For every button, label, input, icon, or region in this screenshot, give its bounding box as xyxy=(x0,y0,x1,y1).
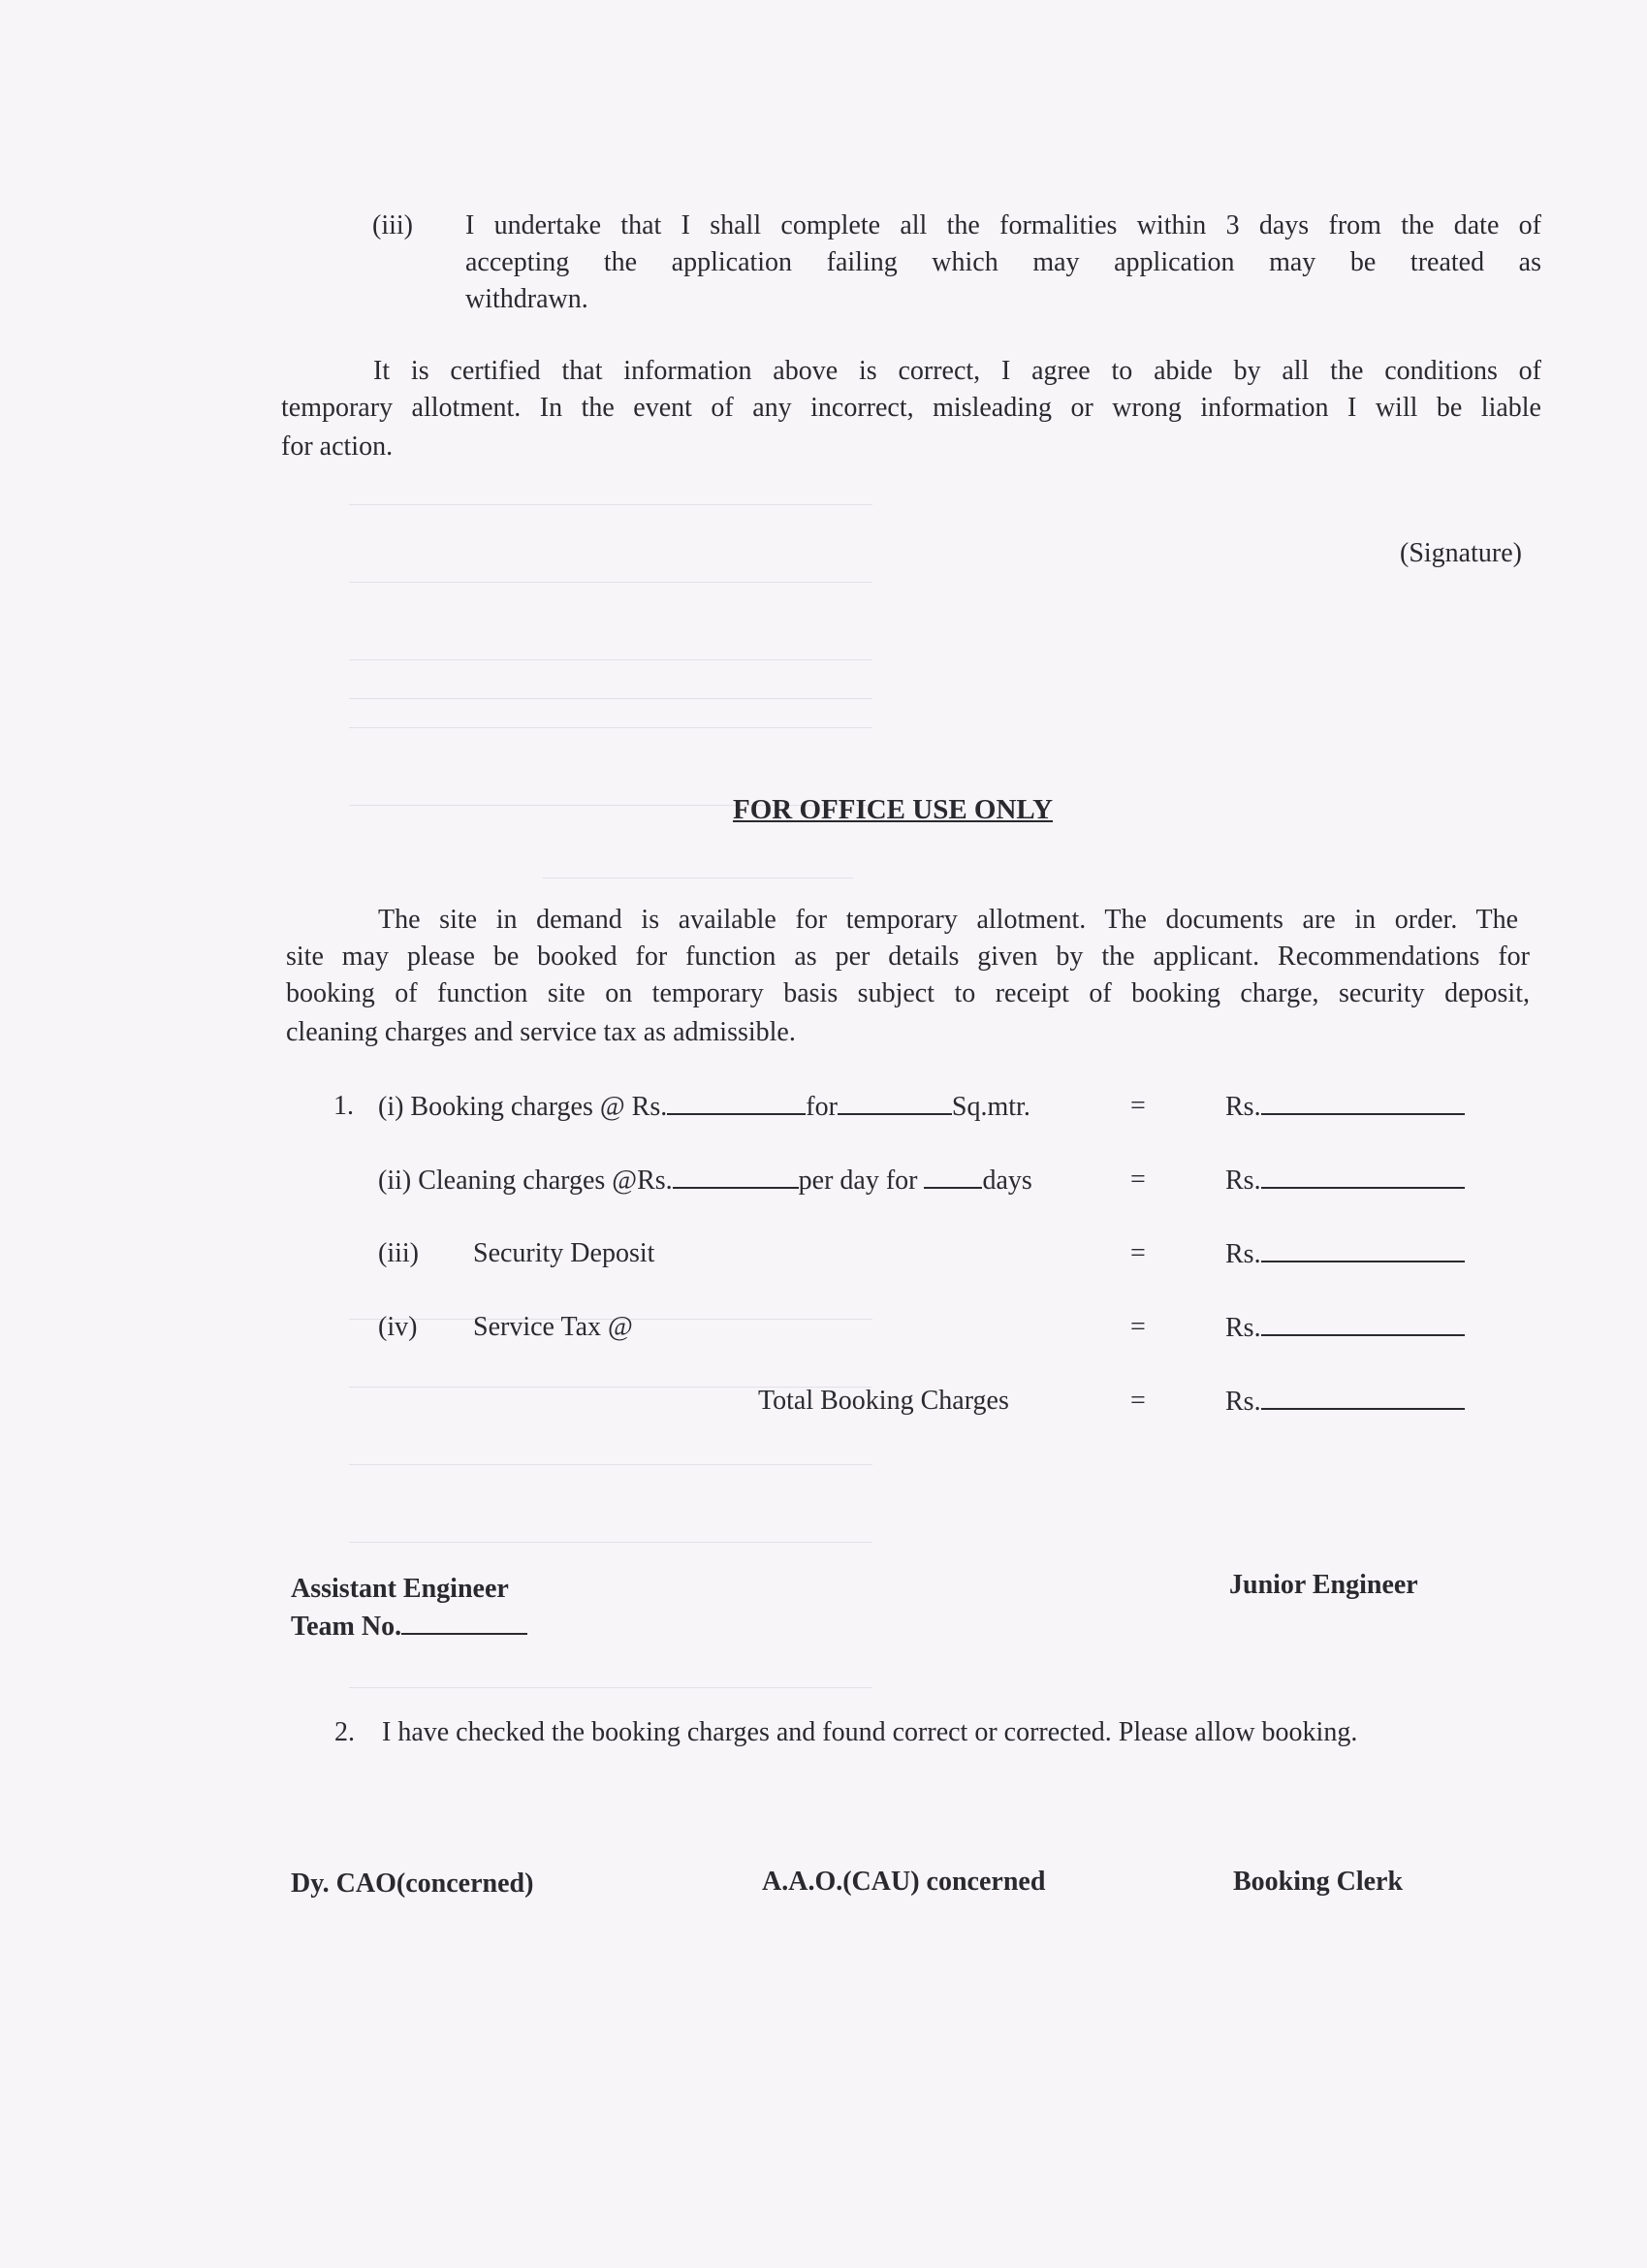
security-amount xyxy=(1225,1235,1465,1273)
junior-engineer-label: Junior Engineer xyxy=(1229,1570,1418,1600)
booking-for-label: for xyxy=(806,1092,838,1122)
aao-label: A.A.O.(CAU) concerned xyxy=(762,1867,1046,1897)
office-text-line-3: booking of function site on temporary basis subject to receipt of booking charge, security deposit, xyxy=(286,978,1530,1008)
booking-rs-label: Rs. xyxy=(1225,1092,1261,1122)
service-tax-label: Service Tax @ xyxy=(473,1312,633,1342)
charges-item-number: 1. xyxy=(333,1091,354,1121)
office-use-heading: FOR OFFICE USE ONLY xyxy=(733,794,1054,825)
total-amount-blank[interactable] xyxy=(1261,1383,1465,1410)
cleaning-days-label: days xyxy=(982,1166,1032,1196)
security-number: (iii) xyxy=(378,1238,419,1268)
total-label: Total Booking Charges xyxy=(758,1386,1009,1416)
total-equals: = xyxy=(1130,1386,1146,1416)
cleaning-amount-blank[interactable] xyxy=(1261,1162,1465,1189)
booking-rate-blank[interactable] xyxy=(667,1088,806,1115)
security-equals: = xyxy=(1130,1238,1146,1268)
service-tax-rs-label: Rs. xyxy=(1225,1313,1261,1343)
security-rs-label: Rs. xyxy=(1225,1239,1261,1269)
clause-iii-line-2: accepting the application failing which may application may be treated as xyxy=(465,247,1541,277)
booking-charges-row xyxy=(378,1088,1030,1126)
certification-line-3: for action. xyxy=(281,431,394,462)
booking-charges-label: (i) Booking charges @ Rs. xyxy=(378,1092,668,1122)
office-text-line-4: cleaning charges and service tax as admissible. xyxy=(286,1017,796,1047)
certification-line-2: temporary allotment. In the event of any incorrect, misleading or wrong information I will be liable xyxy=(281,393,1541,423)
check-statement-number: 2. xyxy=(334,1717,355,1747)
cleaning-amount xyxy=(1225,1162,1465,1199)
security-label: Security Deposit xyxy=(473,1238,655,1268)
service-tax-amount xyxy=(1225,1309,1465,1347)
clause-iii-number: (iii) xyxy=(372,210,413,240)
service-tax-equals: = xyxy=(1130,1312,1146,1342)
service-tax-amount-blank[interactable] xyxy=(1261,1309,1465,1336)
security-amount-blank[interactable] xyxy=(1261,1235,1465,1262)
cleaning-per-day-label: per day for xyxy=(798,1166,918,1196)
total-amount xyxy=(1225,1383,1465,1421)
certification-line-1: It is certified that information above is correct, I agree to abide by all the conditions of xyxy=(373,356,1541,386)
clause-iii-line-3: withdrawn. xyxy=(465,284,588,314)
check-statement-text: I have checked the booking charges and found correct or corrected. Please allow booking. xyxy=(382,1717,1358,1747)
cleaning-days-blank[interactable] xyxy=(924,1162,982,1189)
booking-amount xyxy=(1225,1088,1465,1126)
booking-area-blank[interactable] xyxy=(838,1088,952,1115)
cleaning-charges-label: (ii) Cleaning charges @Rs. xyxy=(378,1166,673,1196)
office-text-line-2: site may please be booked for function as per details given by the applicant. Recommendations for xyxy=(286,942,1530,972)
booking-unit-label: Sq.mtr. xyxy=(951,1092,1030,1122)
clause-iii-line-1: I undertake that I shall complete all the formalities within 3 days from the date of xyxy=(465,210,1541,240)
team-number-label: Team No. xyxy=(291,1612,402,1642)
booking-clerk-label: Booking Clerk xyxy=(1233,1867,1404,1897)
service-tax-number: (iv) xyxy=(378,1312,418,1342)
cleaning-equals: = xyxy=(1130,1165,1146,1195)
cleaning-rs-label: Rs. xyxy=(1225,1166,1261,1196)
booking-equals: = xyxy=(1130,1091,1146,1121)
signature-label: (Signature) xyxy=(1400,538,1522,568)
team-number xyxy=(291,1608,527,1645)
booking-amount-blank[interactable] xyxy=(1261,1088,1465,1115)
team-number-blank[interactable] xyxy=(401,1608,527,1635)
dy-cao-label: Dy. CAO(concerned) xyxy=(291,1869,534,1899)
cleaning-charges-row xyxy=(378,1162,1032,1199)
assistant-engineer-label: Assistant Engineer xyxy=(291,1574,509,1604)
total-rs-label: Rs. xyxy=(1225,1387,1261,1417)
office-text-line-1: The site in demand is available for temporary allotment. The documents are in order. The xyxy=(378,905,1518,935)
cleaning-rate-blank[interactable] xyxy=(673,1162,799,1189)
